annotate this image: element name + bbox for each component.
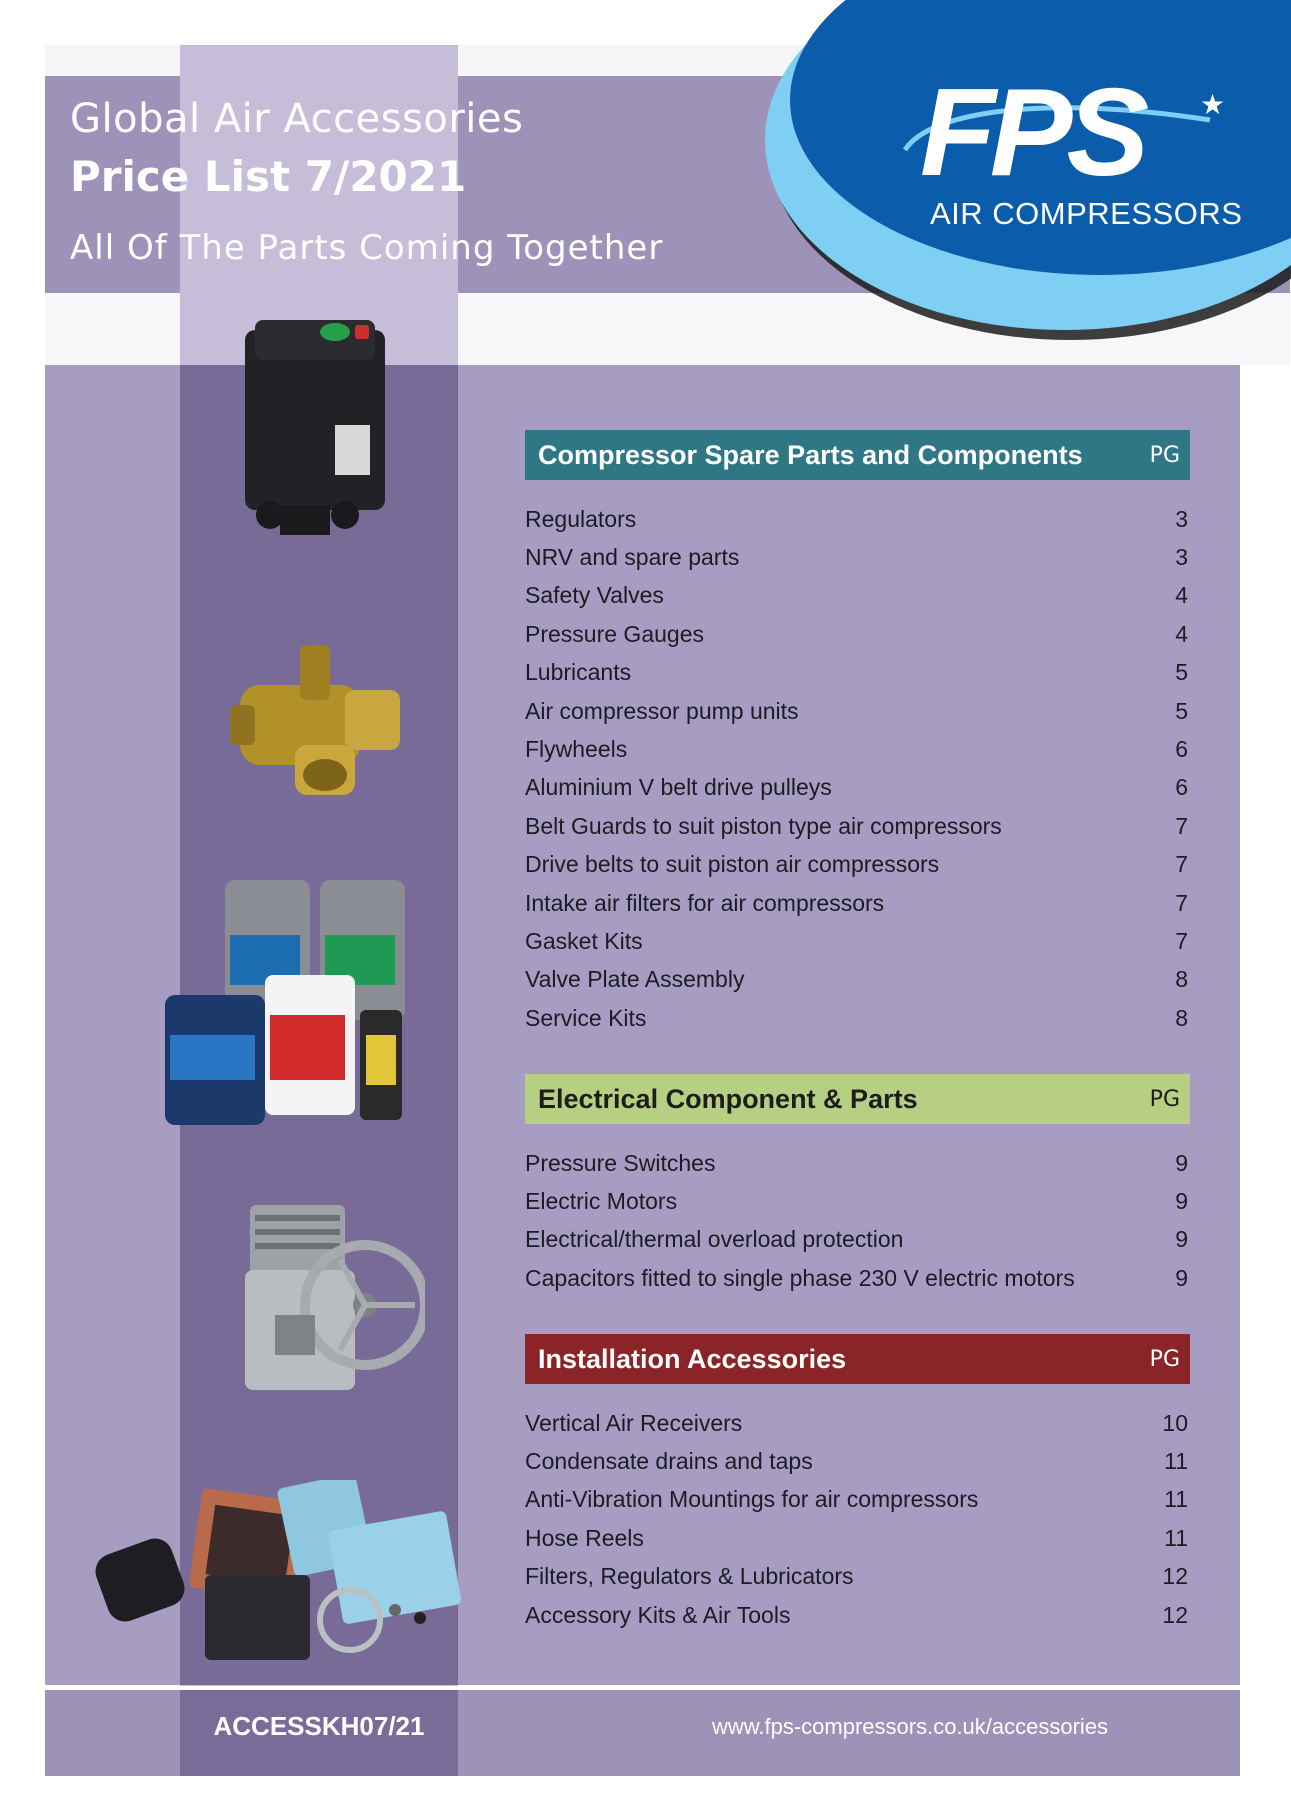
item-page-number: 8 xyxy=(1175,1004,1188,1031)
list-item xyxy=(525,1404,1190,1442)
item-label: NRV and spare parts xyxy=(525,544,740,571)
list-item xyxy=(525,730,1190,768)
section-header xyxy=(525,1074,1190,1124)
item-page-number: 3 xyxy=(1175,544,1188,571)
item-page-number: 10 xyxy=(1162,1409,1188,1436)
list-item xyxy=(525,884,1190,922)
pressure-switch-image xyxy=(230,310,400,550)
item-label: Anti-Vibration Mountings for air compressors xyxy=(525,1486,979,1513)
list-item xyxy=(525,654,1190,692)
page-column-label: PG xyxy=(1149,1086,1180,1112)
section-electrical xyxy=(525,1074,1190,1298)
item-label: Intake air filters for air compressors xyxy=(525,889,885,916)
item-label: Aluminium V belt drive pulleys xyxy=(525,774,832,801)
item-page-number: 4 xyxy=(1175,582,1188,609)
section-title: Electrical Component & Parts xyxy=(538,1083,918,1114)
item-label: Drive belts to suit piston air compressors xyxy=(525,851,940,878)
item-page-number: 7 xyxy=(1175,812,1188,839)
logo-tagline: AIR COMPRESSORS xyxy=(930,196,1243,231)
item-list xyxy=(525,1144,1190,1298)
list-item xyxy=(525,1558,1190,1596)
logo-brand: FPS xyxy=(920,64,1144,202)
item-page-number: 11 xyxy=(1164,1448,1188,1475)
list-item xyxy=(525,1221,1190,1259)
item-list xyxy=(525,1404,1190,1634)
list-item xyxy=(525,1519,1190,1557)
list-item xyxy=(525,1442,1190,1480)
item-label: Filters, Regulators & Lubricators xyxy=(525,1563,854,1590)
item-page-number: 11 xyxy=(1164,1524,1188,1551)
item-page-number: 6 xyxy=(1175,774,1188,801)
list-item xyxy=(525,692,1190,730)
pump-unit-image xyxy=(225,1195,425,1405)
list-item xyxy=(525,500,1190,538)
list-item xyxy=(525,538,1190,576)
item-label: Condensate drains and taps xyxy=(525,1448,813,1475)
fps-logo xyxy=(730,0,1291,350)
item-label: Accessory Kits & Air Tools xyxy=(525,1601,791,1628)
item-page-number: 3 xyxy=(1175,505,1188,532)
item-label: Hose Reels xyxy=(525,1524,644,1551)
item-page-number: 11 xyxy=(1164,1486,1188,1513)
item-label: Lubricants xyxy=(525,659,632,686)
non-return-valve-image xyxy=(225,640,415,800)
list-item xyxy=(525,999,1190,1037)
list-item xyxy=(525,846,1190,884)
item-list xyxy=(525,500,1190,1037)
item-page-number: 8 xyxy=(1175,966,1188,993)
list-item xyxy=(525,1182,1190,1220)
page-title: Price List 7/2021 xyxy=(70,152,467,201)
item-page-number: 7 xyxy=(1175,927,1188,954)
item-label: Electric Motors xyxy=(525,1188,678,1215)
section-installation xyxy=(525,1334,1190,1634)
list-item xyxy=(525,1144,1190,1182)
item-page-number: 6 xyxy=(1175,736,1188,763)
lubricants-image xyxy=(160,875,420,1130)
section-title: Compressor Spare Parts and Components xyxy=(538,439,1083,470)
item-page-number: 7 xyxy=(1175,851,1188,878)
item-label: Gasket Kits xyxy=(525,927,643,954)
item-label: Electrical/thermal overload protection xyxy=(525,1226,904,1253)
item-page-number: 9 xyxy=(1175,1188,1188,1215)
list-item xyxy=(525,961,1190,999)
item-page-number: 9 xyxy=(1175,1264,1188,1291)
catalog-code: ACCESSKH07/21 xyxy=(213,1711,425,1741)
page-column-label: PG xyxy=(1149,442,1180,468)
header-subtitle: Global Air Accessories xyxy=(70,96,524,142)
list-item xyxy=(525,769,1190,807)
item-label: Pressure Gauges xyxy=(525,620,704,647)
list-item xyxy=(525,922,1190,960)
item-page-number: 4 xyxy=(1175,620,1188,647)
item-label: Service Kits xyxy=(525,1004,647,1031)
item-page-number: 5 xyxy=(1175,659,1188,686)
section-header xyxy=(525,1334,1190,1384)
list-item xyxy=(525,615,1190,653)
star-icon: ★ xyxy=(1200,88,1226,121)
footer-divider xyxy=(45,1686,1240,1690)
item-label: Regulators xyxy=(525,505,637,532)
item-label: Pressure Switches xyxy=(525,1149,716,1176)
item-label: Air compressor pump units xyxy=(525,697,799,724)
gasket-kits-image xyxy=(95,1480,475,1665)
item-label: Capacitors fitted to single phase 230 V electric motors xyxy=(525,1264,1075,1291)
list-item xyxy=(525,1259,1190,1297)
header-tagline: All Of The Parts Coming Together xyxy=(70,228,664,268)
page-column-label: PG xyxy=(1149,1346,1180,1372)
list-item xyxy=(525,577,1190,615)
item-label: Belt Guards to suit piston type air compressors xyxy=(525,812,1002,839)
item-label: Vertical Air Receivers xyxy=(525,1409,743,1436)
section-title: Installation Accessories xyxy=(538,1343,847,1374)
list-item xyxy=(525,1481,1190,1519)
item-page-number: 7 xyxy=(1175,889,1188,916)
item-page-number: 5 xyxy=(1175,697,1188,724)
section-header xyxy=(525,430,1190,480)
item-label: Safety Valves xyxy=(525,582,664,609)
website-link[interactable]: www.fps-compressors.co.uk/accessories xyxy=(711,1714,1109,1739)
item-label: Valve Plate Assembly xyxy=(525,966,745,993)
item-page-number: 9 xyxy=(1175,1149,1188,1176)
list-item xyxy=(525,807,1190,845)
item-page-number: 12 xyxy=(1162,1563,1188,1590)
item-page-number: 12 xyxy=(1162,1601,1188,1628)
section-compressor-parts xyxy=(525,430,1190,1037)
item-label: Flywheels xyxy=(525,736,628,763)
item-page-number: 9 xyxy=(1175,1226,1188,1253)
list-item xyxy=(525,1596,1190,1634)
